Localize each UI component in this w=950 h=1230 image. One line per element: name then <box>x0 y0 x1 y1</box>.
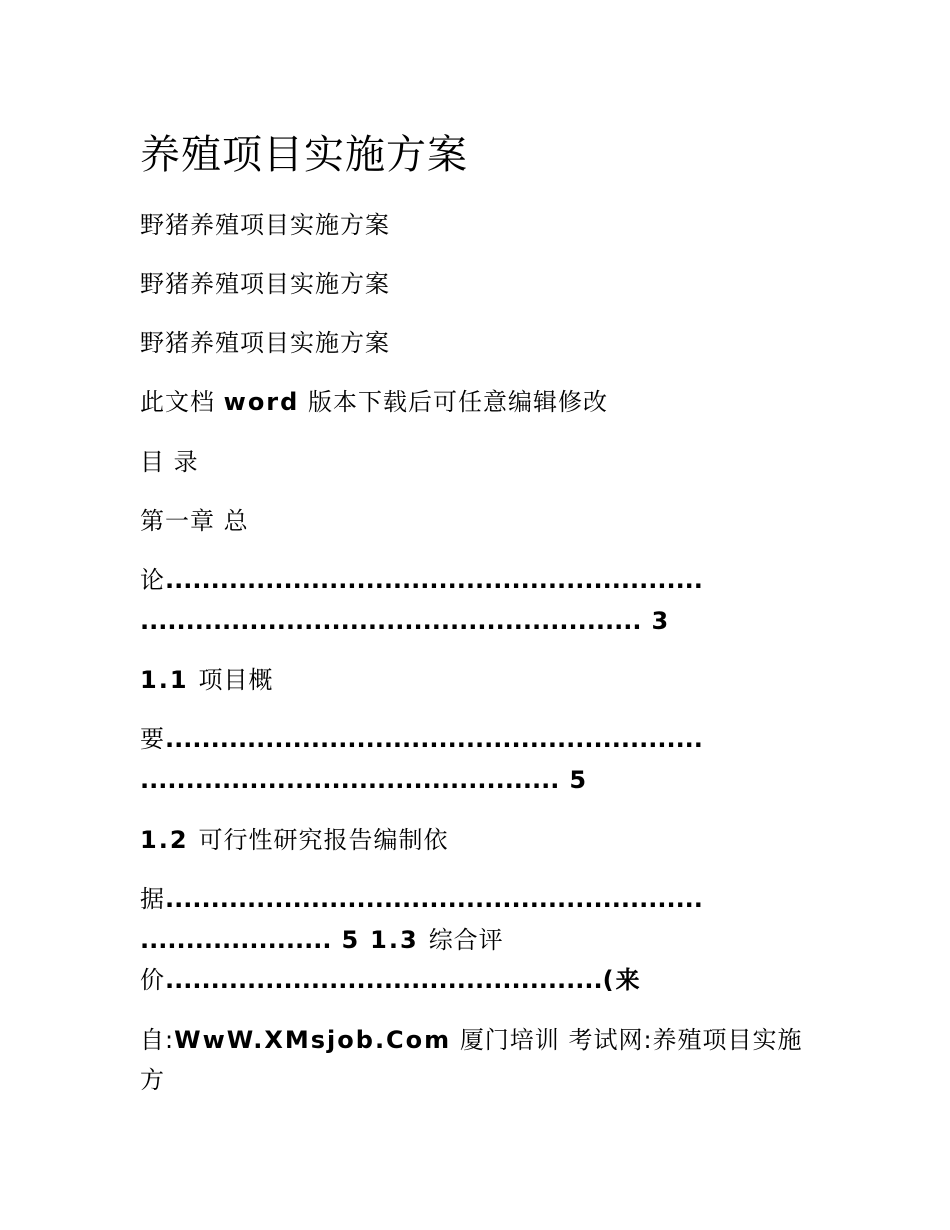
source-site: WwW.XMsjob.Com <box>174 1026 452 1054</box>
subtitle-1: 野猪养殖项目实施方案 <box>140 211 390 239</box>
toc-section-1-3-tail: 价 <box>140 966 165 994</box>
toc-section-1-2-line1 <box>140 882 703 916</box>
subtitle-2: 野猪养殖项目实施方案 <box>140 270 390 298</box>
editable-note <box>140 385 608 419</box>
toc-section-1-3-paren: (来 <box>602 966 642 994</box>
toc-section-1-1-title: 项目概 <box>198 666 274 694</box>
toc-section-1-1-dots2: .............................................. <box>140 766 560 794</box>
toc-section-1-2-line2 <box>140 923 504 957</box>
source-line <box>140 1020 810 1100</box>
document-title: 养殖项目实施方案 <box>140 132 468 178</box>
toc-chapter1-page: 3 <box>651 607 671 635</box>
toc-section-1-1-tail: 要 <box>140 725 165 753</box>
source-prefix: 自: <box>140 1026 175 1054</box>
toc-section-1-2-page: 5 <box>341 926 361 954</box>
toc-chapter1-line1 <box>140 563 703 597</box>
toc-section-1-3-line1 <box>140 963 642 997</box>
subtitle-3: 野猪养殖项目实施方案 <box>140 329 390 357</box>
toc-section-1-1-dots1: ........................................................... <box>165 725 703 753</box>
toc-heading: 目 录 <box>140 448 199 476</box>
toc-section-1-1-number: 1.1 <box>140 666 189 694</box>
toc-chapter1-heading: 第一章 总 <box>140 507 249 535</box>
toc-section-1-2-heading <box>140 823 449 857</box>
toc-section-1-1-heading <box>140 663 274 697</box>
toc-section-1-1-page: 5 <box>569 766 589 794</box>
toc-section-1-2-title: 可行性研究报告编制依 <box>198 826 449 854</box>
toc-section-1-3-title: 综合评 <box>428 926 504 954</box>
toc-section-1-1-line2 <box>140 763 588 797</box>
note-word: word <box>223 388 300 416</box>
note-prefix: 此文档 <box>140 388 215 416</box>
toc-chapter1-line2 <box>140 604 670 638</box>
toc-section-1-2-dots2: ..................... <box>140 926 332 954</box>
toc-section-1-2-dots1: ........................................................... <box>165 885 703 913</box>
toc-section-1-3-number: 1.3 <box>370 926 419 954</box>
toc-section-1-3-dots: ................................................ <box>165 966 603 994</box>
toc-chapter1-tail: 论 <box>140 566 165 594</box>
toc-chapter1-dots1: ........................................................... <box>165 566 703 594</box>
toc-section-1-2-number: 1.2 <box>140 826 189 854</box>
toc-section-1-2-tail: 据 <box>140 885 165 913</box>
toc-chapter1-dots2: ....................................................... <box>140 607 642 635</box>
source-suffix: 养殖项目实施方 <box>140 1026 803 1094</box>
note-suffix: 版本下载后可任意编辑修改 <box>307 388 608 416</box>
source-middle: 厦门培训 考试网: <box>459 1026 653 1054</box>
toc-section-1-1-line1 <box>140 722 703 756</box>
